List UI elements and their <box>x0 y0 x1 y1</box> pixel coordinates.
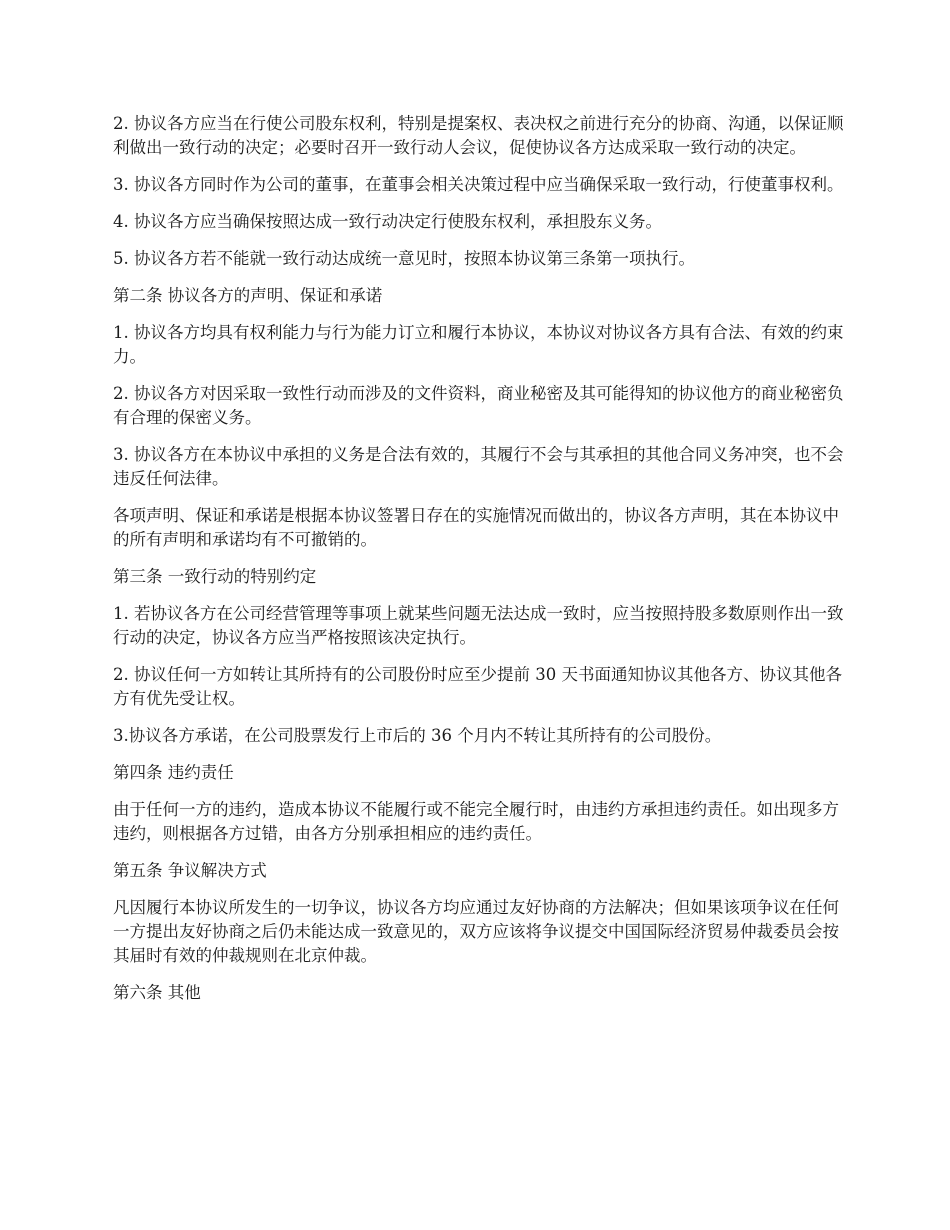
section-heading: 第五条 争议解决方式 <box>113 861 267 880</box>
clause-paragraph: 3. 协议各方同时作为公司的董事，在董事会相关决策过程中应当确保采取一致行动，行使董事权利。 <box>113 175 844 194</box>
section-heading: 第六条 其他 <box>113 983 201 1002</box>
clause-paragraph: 5. 协议各方若不能就一致行动达成统一意见时，按照本协议第三条第一项执行。 <box>113 249 695 268</box>
clause-paragraph: 2. 协议各方应当在行使公司股东权利，特别是提案权、表决权之前进行充分的协商、沟通，以保证顺利做出一致行动的决定；必要时召开一致行动人会议，促使协议各方达成采取一致行动的决定。 <box>113 114 844 157</box>
clause-paragraph: 由于任何一方的违约，造成本协议不能履行或不能完全履行时，由违约方承担违约责任。如出现多方违约，则根据各方过错，由各方分别承担相应的违约责任。 <box>113 800 839 843</box>
section-heading: 第二条 协议各方的声明、保证和承诺 <box>113 286 383 305</box>
clause-paragraph: 4. 协议各方应当确保按照达成一致行动决定行使股东权利，承担股东义务。 <box>113 212 662 231</box>
clause-paragraph: 3. 协议各方在本协议中承担的义务是合法有效的，其履行不会与其承担的其他合同义务冲突，也不会违反任何法律。 <box>113 445 844 488</box>
clause-paragraph: 1. 若协议各方在公司经营管理等事项上就某些问题无法达成一致时，应当按照持股多数原则作出一致行动的决定，协议各方应当严格按照该决定执行。 <box>113 604 844 647</box>
section-heading: 第四条 违约责任 <box>113 763 234 782</box>
document-body <box>113 112 848 1018</box>
section-heading: 第三条 一致行动的特别约定 <box>113 567 317 586</box>
clause-paragraph: 凡因履行本协议所发生的一切争议，协议各方均应通过友好协商的方法解决；但如果该项争议在任何一方提出友好协商之后仍未能达成一致意见的，双方应该将争议提交中国国际经济贸易仲裁委员会按其届时有效的仲裁规则在北京仲裁。 <box>113 898 839 965</box>
clause-paragraph: 2. 协议各方对因采取一致性行动而涉及的文件资料，商业秘密及其可能得知的协议他方的商业秘密负有合理的保密义务。 <box>113 384 844 427</box>
clause-paragraph: 2. 协议任何一方如转让其所持有的公司股份时应至少提前 30 天书面通知协议其他各方、协议其他各方有优先受让权。 <box>113 665 842 708</box>
clause-paragraph: 1. 协议各方均具有权利能力与行为能力订立和履行本协议，本协议对协议各方具有合法、有效的约束力。 <box>113 323 844 366</box>
clause-paragraph: 各项声明、保证和承诺是根据本协议签署日存在的实施情况而做出的，协议各方声明，其在本协议中的所有声明和承诺均有不可撤销的。 <box>113 506 839 549</box>
clause-paragraph: 3.协议各方承诺，在公司股票发行上市后的 36 个月内不转让其所持有的公司股份。 <box>113 726 722 745</box>
